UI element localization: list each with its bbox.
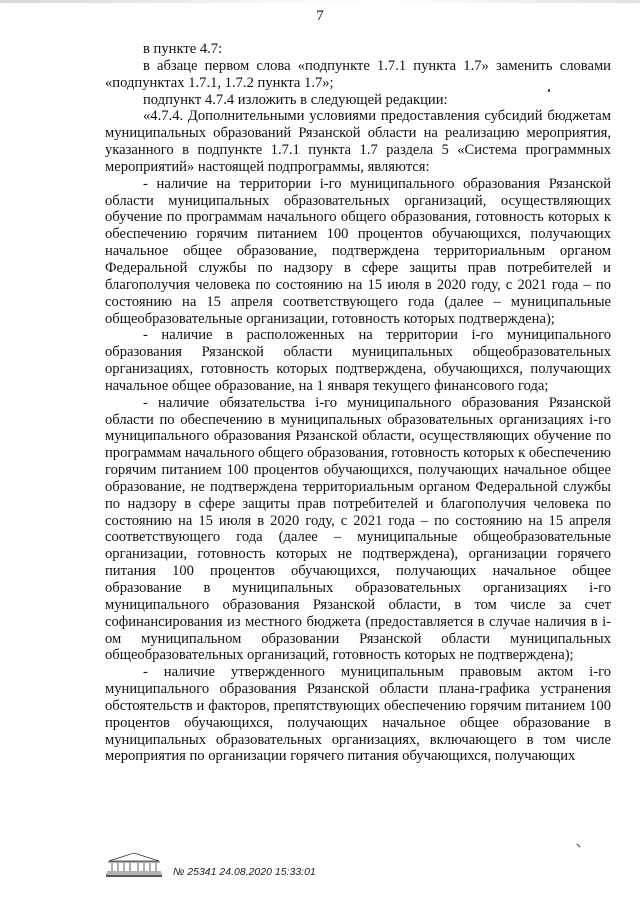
registration-mark: № 25341 24.08.2020 15:33:01 bbox=[173, 866, 316, 878]
paragraph: - наличие в расположенных на территории i-го муниципального образования Рязанской области муниципальных общеобразовательных организациях, готовность которых подтверждена, обучающихся, получающих начальное общее образование, на 1 января текущего финансового года; bbox=[105, 327, 611, 394]
paragraph: подпункт 4.7.4 изложить в следующей редакции: bbox=[143, 91, 448, 108]
paragraph: в пункте 4.7: bbox=[143, 41, 223, 57]
scan-mark bbox=[576, 843, 580, 847]
paragraph: - наличие утвержденного муниципальным правовым актом i-го муниципального образования Рязанской области плана-графика устранения обстоятельств и факторов, препятствующих обеспечению горячим питанием 100 процентов обучающихся, получающих начальное общее образование в муниципальных образовательных организациях, включающего в том числе мероприятия по организации горячего питания обучающихся, получающих bbox=[105, 664, 611, 765]
paragraph: «4.7.4. Дополнительными условиями предоставления субсидий бюджетам муниципальных образований Рязанской области на реализацию мероприятия, указанного в подпункте 1.7.1 пункта 1.7 раздела 5 «Система программных мероприятий» настоящей подпрограммы, являются: bbox=[105, 108, 611, 175]
government-building-stamp-icon bbox=[103, 850, 165, 878]
scan-edge bbox=[0, 0, 640, 3]
scan-dot bbox=[548, 89, 550, 92]
paragraph: - наличие на территории i-го муниципального образования Рязанской области муниципальных образовательных организаций, осуществляющих обучение по программам начального общего образования, готовность которых к обеспечению горячим питанием 100 процентов обучающихся, получающих начальное общее образование, подтверждена территориальным органом Федеральной службы по надзору в сфере защиты прав потребителей и благополучия человека по состоянию на 15 июля в 2020 году, с 2021 года – по состоянию на 15 апреля соответствующего года (далее – муниципальные общеобразовательные организации, готовность которых подтверждена); bbox=[105, 175, 611, 327]
paragraph: в абзаце первом слова «подпункте 1.7.1 пункта 1.7» заменить словами «подпунктах 1.7.1, 1.7.2 пункта 1.7»; bbox=[105, 57, 611, 91]
page-number: 7 bbox=[316, 8, 324, 24]
paragraph: - наличие обязательства i-го муниципального образования Рязанской области по обеспечению в муниципальных образовательных организациях i-го муниципального образования Рязанской области, осуществляющих обучение по программам начального общего образования, готовность которых к обеспечению горячим питанием 100 процентов обучающихся, получающих начальное общее образование, не подтверждена территориальным органом Федеральной службы по надзору в сфере защиты прав потребителей и благополучия человека по состоянию на 15 июля в 2020 году, с 2021 года – по состоянию на 15 апреля соответствующего года (далее – муниципальные общеобразовательные организации, готовность которых не подтверждена), организации горячего питания 100 процентов обучающихся, получающих начальное общее образование в муниципальных образовательных организациях i-го муниципального образования Рязанской области, в том числе за счет софинансирования из местного бюджета (предоставляется в случае наличия в i-ом муниципальном образовании Рязанской области муниципальных общеобразовательных организаций, готовность которых не подтверждена); bbox=[105, 394, 611, 664]
document-body bbox=[105, 41, 611, 765]
footer bbox=[103, 850, 363, 880]
